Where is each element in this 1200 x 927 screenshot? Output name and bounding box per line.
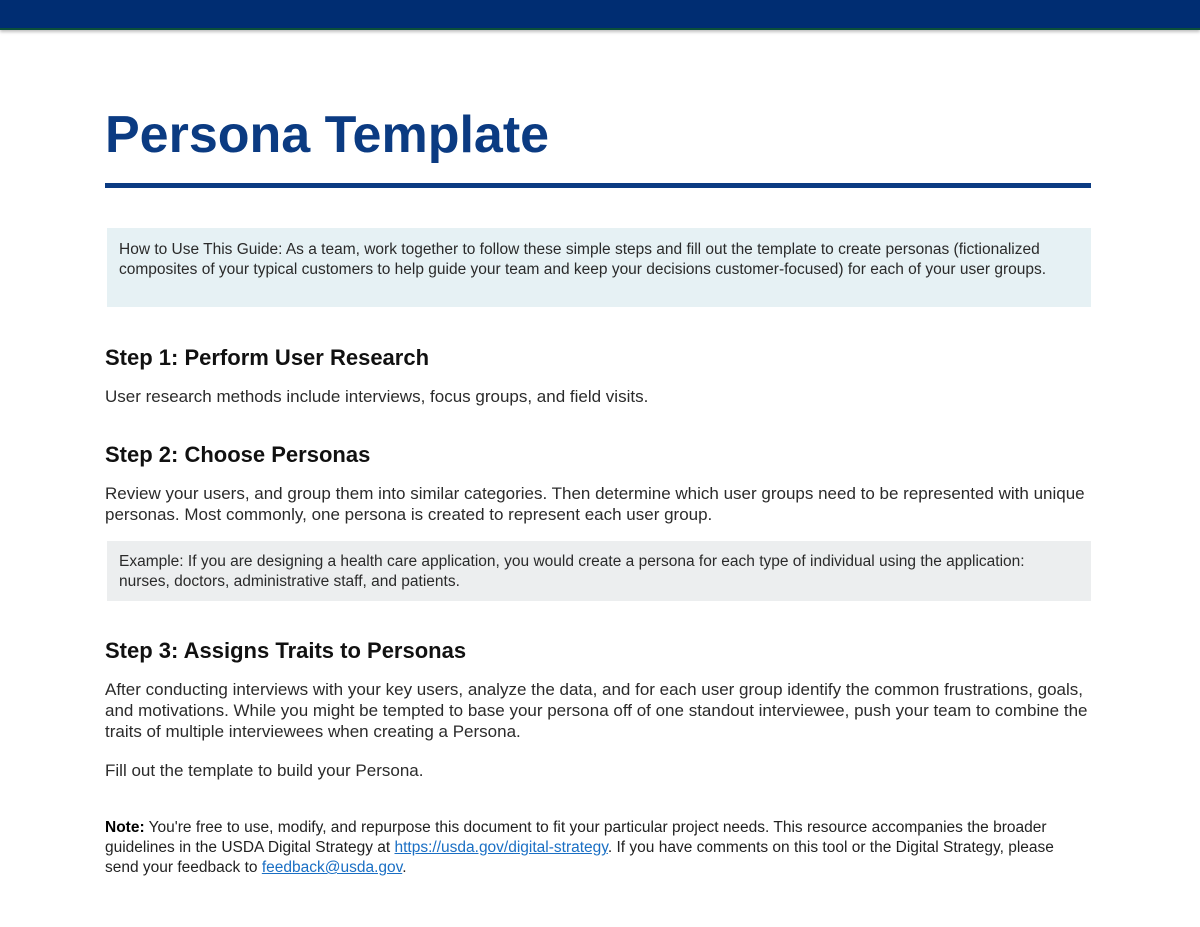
- step-3-body: After conducting interviews with your key users, analyze the data, and for each user group identify the common frustrations, goals, and motivations. While you might be tempted to base your persona off of one standout interviewee, push your team to combine the traits of multiple interviewees when creating a Persona.: [105, 680, 1088, 741]
- step-2-heading: Step 2: Choose Personas: [105, 442, 371, 467]
- example-callout: Example: If you are designing a health care application, you would create a persona for each type of individual using the application: nurses, doctors, administrative staff, and patients.: [107, 541, 1091, 601]
- note-label: Note:: [105, 819, 145, 836]
- note-paragraph: [105, 818, 1091, 878]
- step-3-heading: Step 3: Assigns Traits to Personas: [105, 638, 467, 663]
- digital-strategy-link[interactable]: https://usda.gov/digital-strategy: [394, 839, 608, 856]
- step-3-body-2: Fill out the template to build your Persona.: [105, 761, 424, 780]
- note-text-1: You're free to use, modify, and repurpose this document to fit your particular project needs. This resource accompanies the broader guidelines in the USDA Digital Strategy at: [105, 819, 1047, 856]
- header-bar: [0, 0, 1200, 30]
- page-title: Persona Template: [105, 106, 550, 164]
- step-2-body: Review your users, and group them into similar categories. Then determine which user groups need to be represented with unique personas. Most commonly, one persona is created to represent each user group.: [105, 484, 1085, 524]
- feedback-email-link[interactable]: feedback@usda.gov: [261, 859, 403, 876]
- title-divider: [105, 183, 1091, 188]
- note-text-3: .: [402, 859, 407, 876]
- note-text-2: . If you have comments on this tool or the Digital Strategy, please send your feedback to: [105, 839, 1054, 876]
- step-1-body: User research methods include interviews, focus groups, and field visits.: [105, 387, 649, 406]
- guide-callout: How to Use This Guide: As a team, work together to follow these simple steps and fill out the template to create personas (fictionalized composites of your typical customers to help guide your team and keep your decisions customer-focused) for each of your user groups.: [107, 228, 1091, 307]
- step-1-heading: Step 1: Perform User Research: [105, 345, 430, 370]
